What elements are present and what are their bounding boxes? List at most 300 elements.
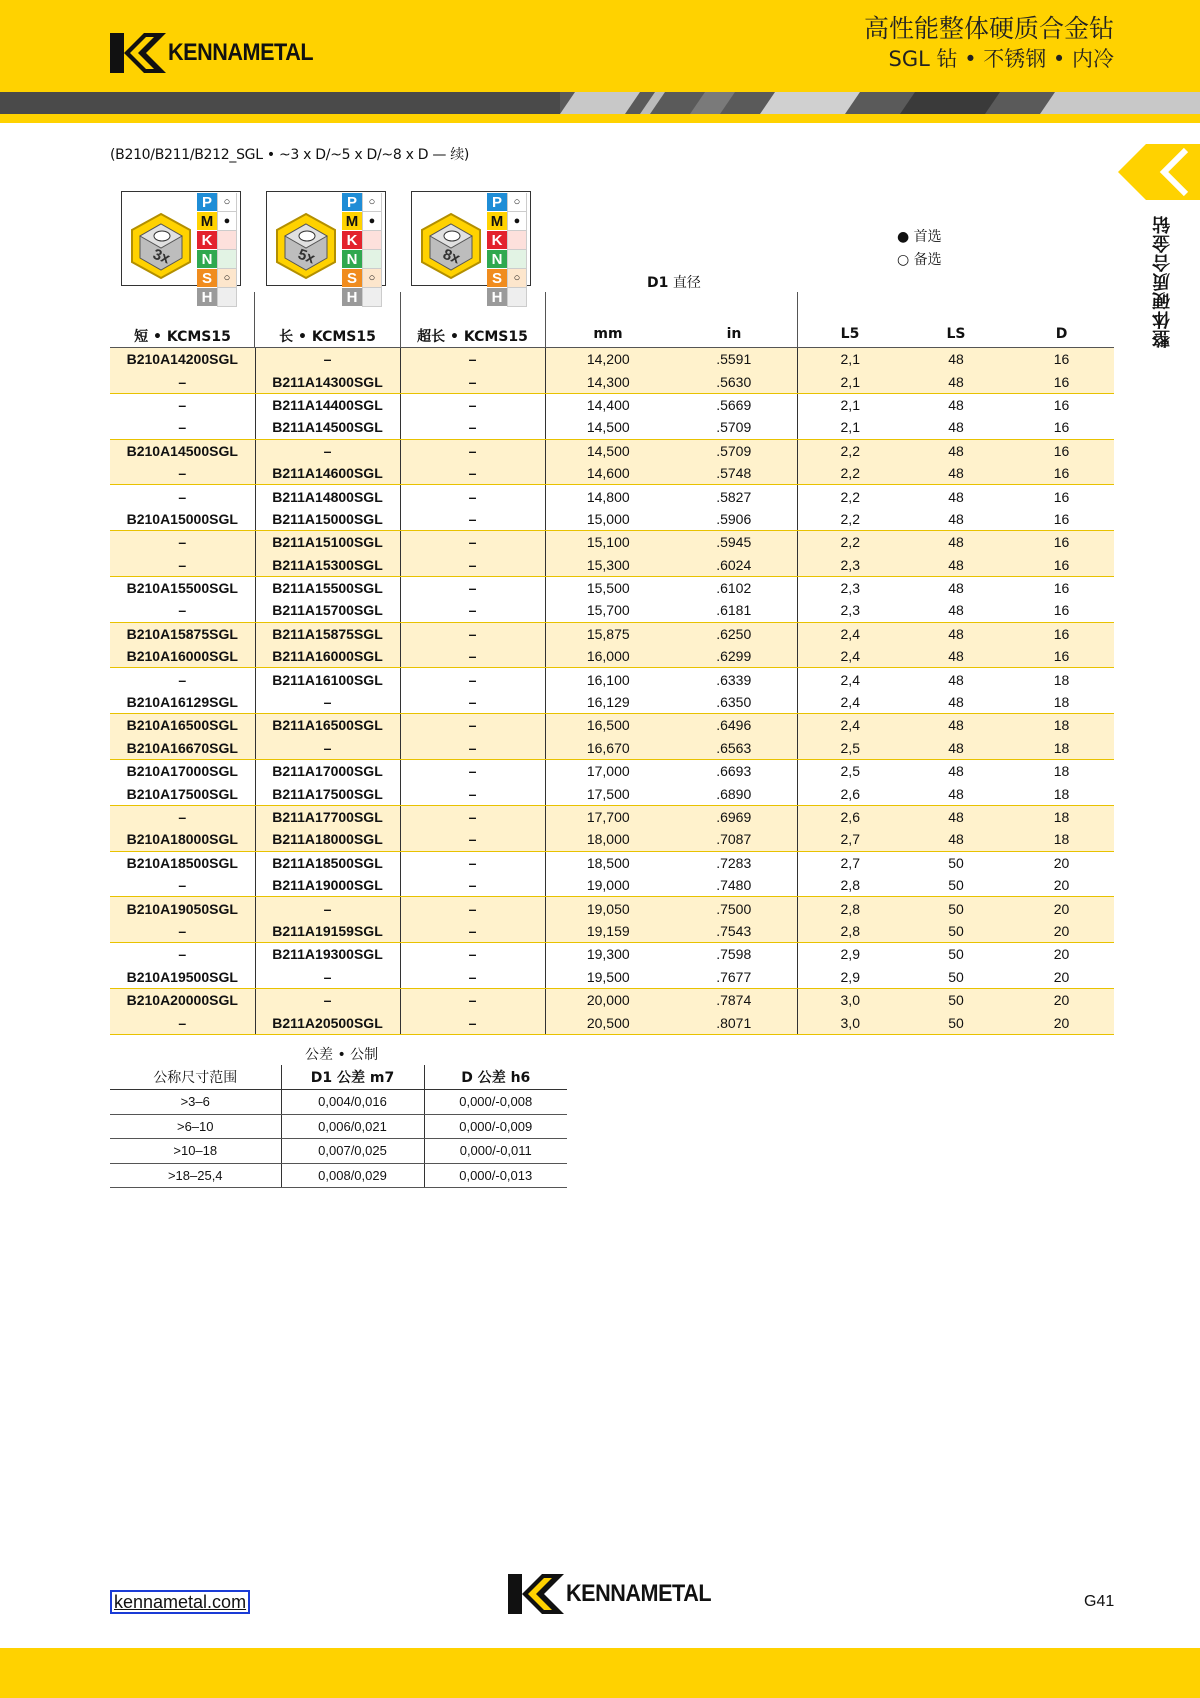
table-row xyxy=(110,1011,1114,1034)
cell-short-code: B210A16500SGL xyxy=(110,714,255,737)
col-header-d: D xyxy=(1055,326,1068,342)
cell-l5: 2,6 xyxy=(797,782,903,805)
cell-ls: 48 xyxy=(903,416,1009,439)
cell-long-code: B211A14400SGL xyxy=(255,393,400,416)
cell-short-code: B210A14200SGL xyxy=(110,348,255,370)
cell-long-code: B211A15875SGL xyxy=(255,622,400,645)
drill-depth-icon xyxy=(416,212,486,282)
table-row xyxy=(110,393,1114,416)
cell-d: 16 xyxy=(1009,531,1114,554)
iso-rating: ○ xyxy=(362,269,382,288)
table-row xyxy=(110,599,1114,622)
cell-d1-mm: 15,000 xyxy=(545,508,671,531)
cell-d1-mm: 15,875 xyxy=(545,622,671,645)
cell-d: 18 xyxy=(1009,691,1114,714)
cell-d1-in: .6969 xyxy=(671,805,797,828)
cell-xlong-code: – xyxy=(400,851,545,874)
cell-d: 16 xyxy=(1009,508,1114,531)
col-header-long: 长 • KCMS15 xyxy=(279,329,376,345)
table-row xyxy=(110,782,1114,805)
cell-short-code: – xyxy=(110,1011,255,1034)
col-header-l5: L5 xyxy=(840,326,860,342)
cell-xlong-code: – xyxy=(400,988,545,1011)
cell-d: 16 xyxy=(1009,370,1114,393)
tol-cell: 0,007/0,025 xyxy=(281,1139,424,1164)
cell-ls: 50 xyxy=(903,897,1009,920)
cell-d1-mm: 16,000 xyxy=(545,645,671,668)
d1-heading xyxy=(647,272,701,292)
cell-long-code: B211A18500SGL xyxy=(255,851,400,874)
cell-xlong-code: – xyxy=(400,439,545,462)
cell-ls: 50 xyxy=(903,988,1009,1011)
side-tab-label: 整体硬质合金钻 xyxy=(1152,215,1173,348)
cell-l5: 2,1 xyxy=(840,396,860,413)
d1-heading-text: 直径 xyxy=(668,275,701,291)
tol-cell: 0,000/-0,011 xyxy=(424,1139,567,1164)
iso-rating xyxy=(362,231,382,250)
cell-d: 16 xyxy=(1009,622,1114,645)
cell-d1-in: .6350 xyxy=(671,691,797,714)
drill-depth-icon xyxy=(271,212,341,282)
cell-d1-in: .6102 xyxy=(671,576,797,599)
iso-code-h: H xyxy=(197,288,217,307)
cell-l5: 2,4 xyxy=(797,622,903,645)
col-header-mm: mm xyxy=(593,326,623,342)
iso-rating xyxy=(362,288,382,307)
cell-short-code: – xyxy=(110,920,255,943)
cell-d: 18 xyxy=(1009,714,1114,737)
cell-ls: 48 xyxy=(903,805,1009,828)
cell-short-code: B210A19500SGL xyxy=(110,966,255,989)
cell-xlong-code: – xyxy=(400,805,545,828)
cell-xlong-code: – xyxy=(400,416,545,439)
cell-long-code: B211A16500SGL xyxy=(255,714,400,737)
cell-short-code: B210A18000SGL xyxy=(110,828,255,851)
tolerance-row xyxy=(110,1090,567,1115)
cell-l5: 2,1 xyxy=(797,348,903,370)
cell-l5: 2,5 xyxy=(797,737,903,760)
cell-short-code: – xyxy=(110,485,255,508)
cell-d: 16 xyxy=(1053,488,1070,505)
cell-ls: 48 xyxy=(948,763,964,780)
tol-cell: 0,000/-0,009 xyxy=(424,1114,567,1139)
cell-ls: 48 xyxy=(903,439,1009,462)
iso-material-grid xyxy=(487,193,527,307)
iso-rating xyxy=(217,250,237,269)
tol-cell: >6–10 xyxy=(110,1114,281,1139)
iso-rating: ○ xyxy=(507,269,527,288)
tolerance-table xyxy=(110,1065,567,1188)
iso-code-p: P xyxy=(197,193,217,212)
table-row xyxy=(110,439,1114,462)
iso-rating xyxy=(507,250,527,269)
cell-ls: 50 xyxy=(903,874,1009,897)
cell-d1-mm: 19,050 xyxy=(545,897,671,920)
cell-d1-in: .5827 xyxy=(671,485,797,508)
cell-l5: 2,7 xyxy=(840,854,860,871)
iso-code-p: P xyxy=(342,193,362,212)
cell-xlong-code: – xyxy=(400,966,545,989)
cell-d: 16 xyxy=(1053,580,1070,597)
iso-rating xyxy=(217,231,237,250)
tolerance-caption: 公差 • 公制 xyxy=(305,1047,379,1063)
drill-length-icon-box xyxy=(411,191,531,306)
cell-long-code: – xyxy=(255,691,400,714)
cell-d: 20 xyxy=(1053,854,1070,871)
cell-ls: 48 xyxy=(903,531,1009,554)
iso-rating: ○ xyxy=(362,193,382,212)
cell-ls: 48 xyxy=(903,782,1009,805)
col-header-ls: LS xyxy=(946,326,966,342)
cell-l5: 2,6 xyxy=(797,805,903,828)
cell-d: 18 xyxy=(1009,805,1114,828)
cell-xlong-code: – xyxy=(400,370,545,393)
cell-long-code: B211A15000SGL xyxy=(255,508,400,531)
tolerance-row xyxy=(110,1139,567,1164)
cell-l5: 2,8 xyxy=(797,897,903,920)
cell-ls: 50 xyxy=(903,1011,1009,1034)
iso-code-n: N xyxy=(197,250,217,269)
cell-d1-mm: 14,500 xyxy=(545,416,671,439)
cell-d: 16 xyxy=(1009,554,1114,577)
footer-url-link[interactable]: kennametal.com xyxy=(110,1590,250,1614)
tolerance-row xyxy=(110,1114,567,1139)
cell-xlong-code: – xyxy=(400,599,545,622)
cell-d1-in: .6339 xyxy=(671,668,797,691)
iso-code-n: N xyxy=(487,250,507,269)
cell-long-code: B211A17700SGL xyxy=(255,805,400,828)
cell-l5: 2,4 xyxy=(840,671,860,688)
table-row xyxy=(110,531,1114,554)
cell-ls: 48 xyxy=(948,396,964,413)
cell-xlong-code: – xyxy=(400,531,545,554)
cell-d: 18 xyxy=(1053,763,1070,780)
cell-d1-in: .6250 xyxy=(671,622,797,645)
cell-xlong-code: – xyxy=(400,645,545,668)
page-number: G41 xyxy=(1084,1593,1115,1610)
cell-short-code: – xyxy=(110,805,255,828)
table-row xyxy=(110,828,1114,851)
cell-short-code: B210A15875SGL xyxy=(110,622,255,645)
cell-long-code: B211A20500SGL xyxy=(255,1011,400,1034)
tol-cell: >18–25,4 xyxy=(110,1163,281,1188)
cell-xlong-code: – xyxy=(400,828,545,851)
table-row xyxy=(110,370,1114,393)
iso-rating: ○ xyxy=(217,193,237,212)
cell-d1-in: .8071 xyxy=(671,1011,797,1034)
table-row xyxy=(110,576,1114,599)
cell-d1-in: .5591 xyxy=(671,348,797,370)
cell-ls: 48 xyxy=(903,737,1009,760)
tol-cell: 0,008/0,029 xyxy=(281,1163,424,1188)
drill-depth-label: 3x xyxy=(150,245,173,268)
cell-short-code: – xyxy=(110,599,255,622)
cell-d: 20 xyxy=(1009,988,1114,1011)
cell-long-code: B211A14600SGL xyxy=(255,462,400,485)
cell-xlong-code: – xyxy=(400,920,545,943)
cell-ls: 48 xyxy=(948,580,964,597)
cell-long-code: B211A15700SGL xyxy=(255,599,400,622)
cell-ls: 48 xyxy=(903,599,1009,622)
table-row xyxy=(110,462,1114,485)
cell-l5: 3,0 xyxy=(797,1011,903,1034)
cell-long-code: B211A19000SGL xyxy=(255,874,400,897)
cell-d1-mm: 16,500 xyxy=(545,714,671,737)
header-stripe xyxy=(0,92,1200,114)
cell-short-code: B210A19050SGL xyxy=(110,897,255,920)
cell-ls: 50 xyxy=(948,854,964,871)
cell-l5: 2,1 xyxy=(797,370,903,393)
cell-d1-mm: 19,000 xyxy=(545,874,671,897)
cell-ls: 50 xyxy=(903,920,1009,943)
cell-d1-mm: 14,600 xyxy=(545,462,671,485)
cell-short-code: B210A15500SGL xyxy=(110,576,255,599)
d1-heading-bold: D1 xyxy=(647,275,669,291)
cell-xlong-code: – xyxy=(400,897,545,920)
cell-xlong-code: – xyxy=(400,668,545,691)
iso-rating: ● xyxy=(507,212,527,231)
tol-cell: >10–18 xyxy=(110,1139,281,1164)
cell-xlong-code: – xyxy=(400,554,545,577)
header-title-line1: 高性能整体硬质合金钻 xyxy=(863,14,1114,43)
cell-short-code: – xyxy=(110,874,255,897)
drill-length-icon-box xyxy=(121,191,241,306)
cell-d: 20 xyxy=(1009,966,1114,989)
cell-long-code: B211A14500SGL xyxy=(255,416,400,439)
iso-code-h: H xyxy=(342,288,362,307)
cell-d1-in: .7598 xyxy=(671,943,797,966)
iso-code-s: S xyxy=(197,269,217,288)
legend xyxy=(897,226,942,272)
iso-rating xyxy=(507,231,527,250)
cell-ls: 48 xyxy=(903,691,1009,714)
cell-long-code: B211A17000SGL xyxy=(255,760,400,783)
cell-xlong-code: – xyxy=(400,943,545,966)
tolerance-row xyxy=(110,1163,567,1188)
cell-ls: 48 xyxy=(903,370,1009,393)
cell-d: 20 xyxy=(1009,920,1114,943)
cell-long-code: B211A19300SGL xyxy=(255,943,400,966)
cell-short-code: B210A16670SGL xyxy=(110,737,255,760)
footer-bar xyxy=(0,1648,1200,1698)
cell-d: 20 xyxy=(1009,1011,1114,1034)
iso-rating: ○ xyxy=(217,269,237,288)
table-row xyxy=(110,622,1114,645)
iso-material-grid xyxy=(342,193,382,307)
cell-d: 20 xyxy=(1053,946,1070,963)
cell-d1-mm: 15,100 xyxy=(545,531,671,554)
table-subtitle: (B210/B211/B212_SGL • ~3 x D/~5 x D/~8 x D — 续) xyxy=(110,147,470,163)
cell-xlong-code: – xyxy=(400,622,545,645)
cell-short-code: – xyxy=(110,531,255,554)
cell-d1-in: .7677 xyxy=(671,966,797,989)
cell-long-code: B211A14300SGL xyxy=(255,370,400,393)
cell-d1-mm: 20,500 xyxy=(545,1011,671,1034)
table-row xyxy=(110,897,1114,920)
cell-xlong-code: – xyxy=(400,782,545,805)
iso-rating xyxy=(217,288,237,307)
table-row xyxy=(110,554,1114,577)
cell-l5: 2,4 xyxy=(797,714,903,737)
tol-cell: 0,004/0,016 xyxy=(281,1090,424,1115)
cell-long-code: B211A15300SGL xyxy=(255,554,400,577)
table-row xyxy=(110,508,1114,531)
iso-material-grid xyxy=(197,193,237,307)
legend-alternate: ○ 备选 xyxy=(897,252,942,268)
kennametal-logo-icon xyxy=(110,33,166,73)
cell-l5: 2,9 xyxy=(797,966,903,989)
drill-length-icon-box xyxy=(266,191,386,306)
iso-code-k: K xyxy=(197,231,217,250)
cell-d1-mm: 16,670 xyxy=(545,737,671,760)
iso-code-p: P xyxy=(487,193,507,212)
cell-d1-in: .7087 xyxy=(671,828,797,851)
cell-l5: 2,9 xyxy=(840,946,860,963)
table-row xyxy=(110,760,1114,783)
table-row xyxy=(110,920,1114,943)
iso-code-m: M xyxy=(487,212,507,231)
table-row xyxy=(110,645,1114,668)
cell-short-code: B210A14500SGL xyxy=(110,439,255,462)
cell-d: 20 xyxy=(1009,874,1114,897)
table-row xyxy=(110,943,1114,966)
cell-long-code: B211A17500SGL xyxy=(255,782,400,805)
cell-l5: 2,8 xyxy=(797,874,903,897)
cell-d1-mm: 15,700 xyxy=(545,599,671,622)
drill-depth-icon xyxy=(126,212,196,282)
cell-ls: 48 xyxy=(948,488,964,505)
cell-d1-mm: 14,400 xyxy=(586,396,630,413)
cell-d: 16 xyxy=(1009,439,1114,462)
cell-d: 16 xyxy=(1009,462,1114,485)
tol-header-d1: D1 公差 m7 xyxy=(281,1065,424,1090)
header-title-line2: SGL 钻 • 不锈钢 • 内冷 xyxy=(888,47,1114,71)
cell-long-code: B211A16000SGL xyxy=(255,645,400,668)
col-header-in: in xyxy=(726,326,742,342)
tol-cell: 0,000/-0,008 xyxy=(424,1090,567,1115)
cell-short-code: B210A17000SGL xyxy=(110,760,255,783)
iso-code-s: S xyxy=(342,269,362,288)
cell-short-code: B210A16129SGL xyxy=(110,691,255,714)
header-logo-text: KENNAMETAL xyxy=(168,39,314,66)
cell-ls: 48 xyxy=(903,622,1009,645)
drill-table xyxy=(110,348,1114,1035)
cell-xlong-code: – xyxy=(400,485,545,508)
cell-d1-mm: 19,300 xyxy=(586,946,630,963)
kennametal-logo-icon xyxy=(508,1574,564,1614)
table-row xyxy=(110,851,1114,874)
cell-long-code: B211A14800SGL xyxy=(255,485,400,508)
cell-d1-in: .6890 xyxy=(671,782,797,805)
cell-long-code: B211A15500SGL xyxy=(255,576,400,599)
cell-ls: 48 xyxy=(903,828,1009,851)
cell-d1-in: .6181 xyxy=(671,599,797,622)
table-row xyxy=(110,737,1114,760)
table-row xyxy=(110,691,1114,714)
iso-code-s: S xyxy=(487,269,507,288)
cell-d1-mm: 18,500 xyxy=(586,854,630,871)
cell-d1-mm: 17,000 xyxy=(586,763,630,780)
cell-d1-mm: 15,300 xyxy=(545,554,671,577)
cell-xlong-code: – xyxy=(400,1011,545,1034)
cell-xlong-code: – xyxy=(400,714,545,737)
cell-ls: 48 xyxy=(903,508,1009,531)
cell-xlong-code: – xyxy=(400,760,545,783)
col-header-xlong: 超长 • KCMS15 xyxy=(417,329,528,345)
cell-d: 16 xyxy=(1009,348,1114,370)
iso-code-m: M xyxy=(342,212,362,231)
cell-d1-in: .5709 xyxy=(671,439,797,462)
cell-l5: 2,4 xyxy=(797,645,903,668)
tol-cell: 0,000/-0,013 xyxy=(424,1163,567,1188)
table-row xyxy=(110,966,1114,989)
cell-l5: 2,7 xyxy=(797,828,903,851)
cell-d1-in: .5630 xyxy=(671,370,797,393)
iso-rating: ○ xyxy=(507,193,527,212)
cell-l5: 2,2 xyxy=(840,488,860,505)
cell-ls: 48 xyxy=(903,714,1009,737)
cell-xlong-code: – xyxy=(400,874,545,897)
table-row xyxy=(110,714,1114,737)
cell-d1-mm: 14,500 xyxy=(545,439,671,462)
cell-d1-in: .6496 xyxy=(671,714,797,737)
header-underline xyxy=(0,114,1200,123)
cell-d1-mm: 14,300 xyxy=(545,370,671,393)
col-header-short: 短 • KCMS15 xyxy=(134,329,231,345)
tol-cell: >3–6 xyxy=(110,1090,281,1115)
iso-rating: ● xyxy=(217,212,237,231)
cell-l5: 3,0 xyxy=(797,988,903,1011)
cell-l5: 2,3 xyxy=(797,554,903,577)
cell-d1-mm: 14,800 xyxy=(586,488,630,505)
cell-xlong-code: – xyxy=(400,462,545,485)
cell-d: 18 xyxy=(1053,671,1070,688)
cell-xlong-code: – xyxy=(400,508,545,531)
table-row xyxy=(110,668,1114,691)
cell-l5: 2,3 xyxy=(840,580,860,597)
cell-short-code: – xyxy=(110,943,255,966)
cell-d1-in: .6563 xyxy=(671,737,797,760)
cell-xlong-code: – xyxy=(400,576,545,599)
cell-long-code: B211A18000SGL xyxy=(255,828,400,851)
table-row xyxy=(110,874,1114,897)
legend-preferred: ● 首选 xyxy=(897,229,942,245)
iso-code-k: K xyxy=(487,231,507,250)
cell-d1-mm: 14,200 xyxy=(545,348,671,370)
cell-l5: 2,2 xyxy=(797,439,903,462)
side-tab-chevron-icon xyxy=(1118,144,1200,200)
iso-code-n: N xyxy=(342,250,362,269)
cell-d1-in: .5669 xyxy=(671,393,797,416)
cell-d1-in: .5709 xyxy=(671,416,797,439)
drill-depth-label: 8x xyxy=(440,245,463,268)
cell-d1-in: .6299 xyxy=(671,645,797,668)
cell-l5: 2,3 xyxy=(797,599,903,622)
cell-d1-in: .5748 xyxy=(671,462,797,485)
cell-long-code: B211A15100SGL xyxy=(255,531,400,554)
cell-d: 16 xyxy=(1009,416,1114,439)
cell-long-code: B211A16100SGL xyxy=(255,668,400,691)
cell-d1-in: .5945 xyxy=(671,531,797,554)
cell-ls: 48 xyxy=(903,554,1009,577)
cell-ls: 48 xyxy=(903,462,1009,485)
cell-short-code: – xyxy=(110,668,255,691)
cell-long-code: – xyxy=(255,966,400,989)
header-title xyxy=(864,14,1114,74)
cell-long-code: – xyxy=(255,897,400,920)
cell-l5: 2,8 xyxy=(797,920,903,943)
table-row xyxy=(110,485,1114,508)
